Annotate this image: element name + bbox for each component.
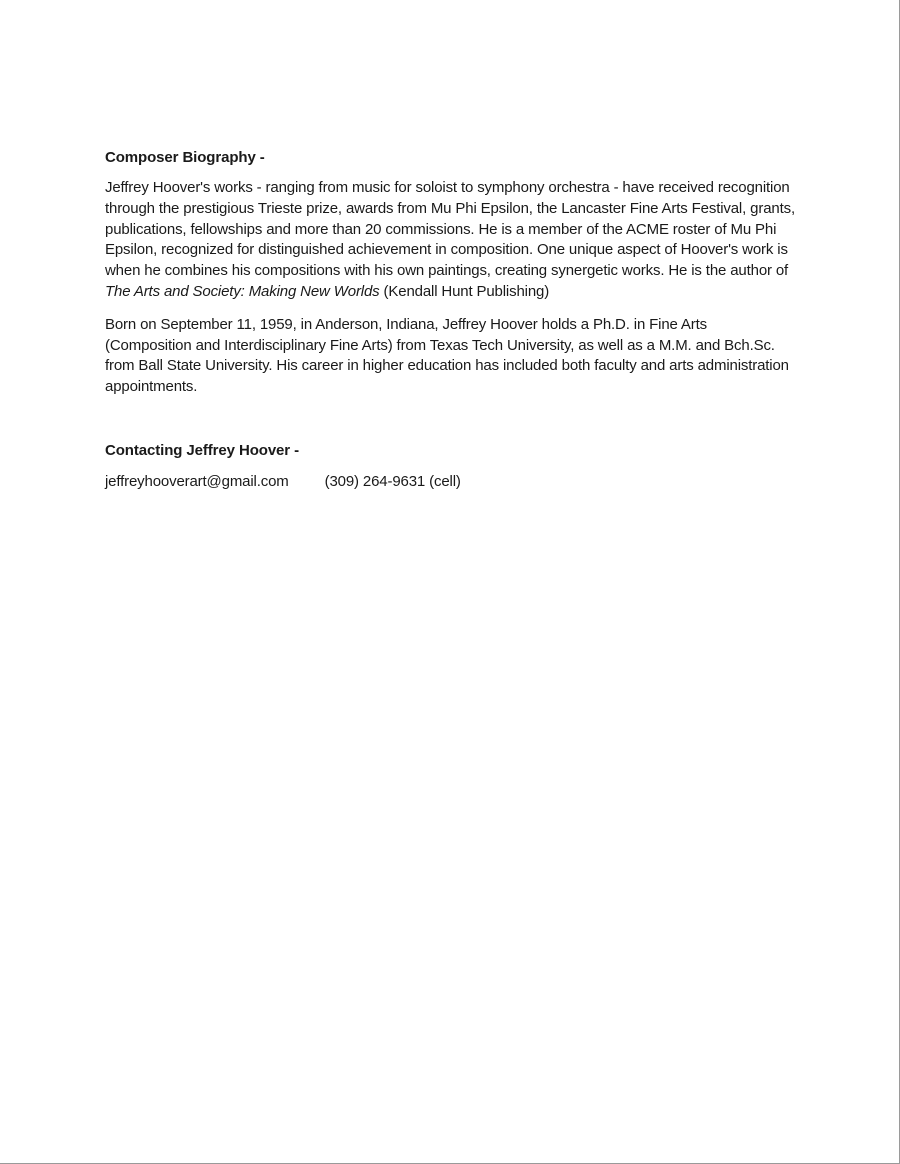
biography-paragraph-2: Born on September 11, 1959, in Anderson, Indiana, Jeffrey Hoover holds a Ph.D. in Fine Arts (Composition and Interdisciplinary Fine Arts) from Texas Tech University, as well as a M.M. and Bch.Sc. from Ball State University. His career in higher education has included both faculty and arts administration appointments. — [105, 315, 789, 396]
biography-heading: Composer Biography - — [105, 149, 265, 166]
publisher-text: (Kendall Hunt Publishing) — [379, 282, 550, 300]
biography-paragraph-1 — [105, 178, 795, 303]
contact-heading: Contacting Jeffrey Hoover - — [105, 441, 299, 459]
biography-paragraph-1-text: Jeffrey Hoover's works - ranging from music for soloist to symphony orchestra - have received recognition through the prestigious Trieste prize, awards from Mu Phi Epsilon, the Lancaster Fine Arts Festival, grants, publications, fellowships and more than 20 commissions. He is a member of the ACME roster of Mu Phi Epsilon, recognized for distinguished achievement in composition. One unique aspect of Hoover's work is when he combines his compositions with his own paintings, creating synergetic works. He is the author of — [105, 179, 795, 280]
document-content — [105, 147, 795, 492]
section-spacer — [105, 410, 795, 440]
contact-email[interactable]: jeffreyhooverart@gmail.com — [105, 472, 289, 490]
contact-row — [105, 471, 795, 492]
contact-phone[interactable]: (309) 264-9631 (cell) — [324, 472, 461, 490]
book-title: The Arts and Society: Making New Worlds — [105, 282, 380, 300]
